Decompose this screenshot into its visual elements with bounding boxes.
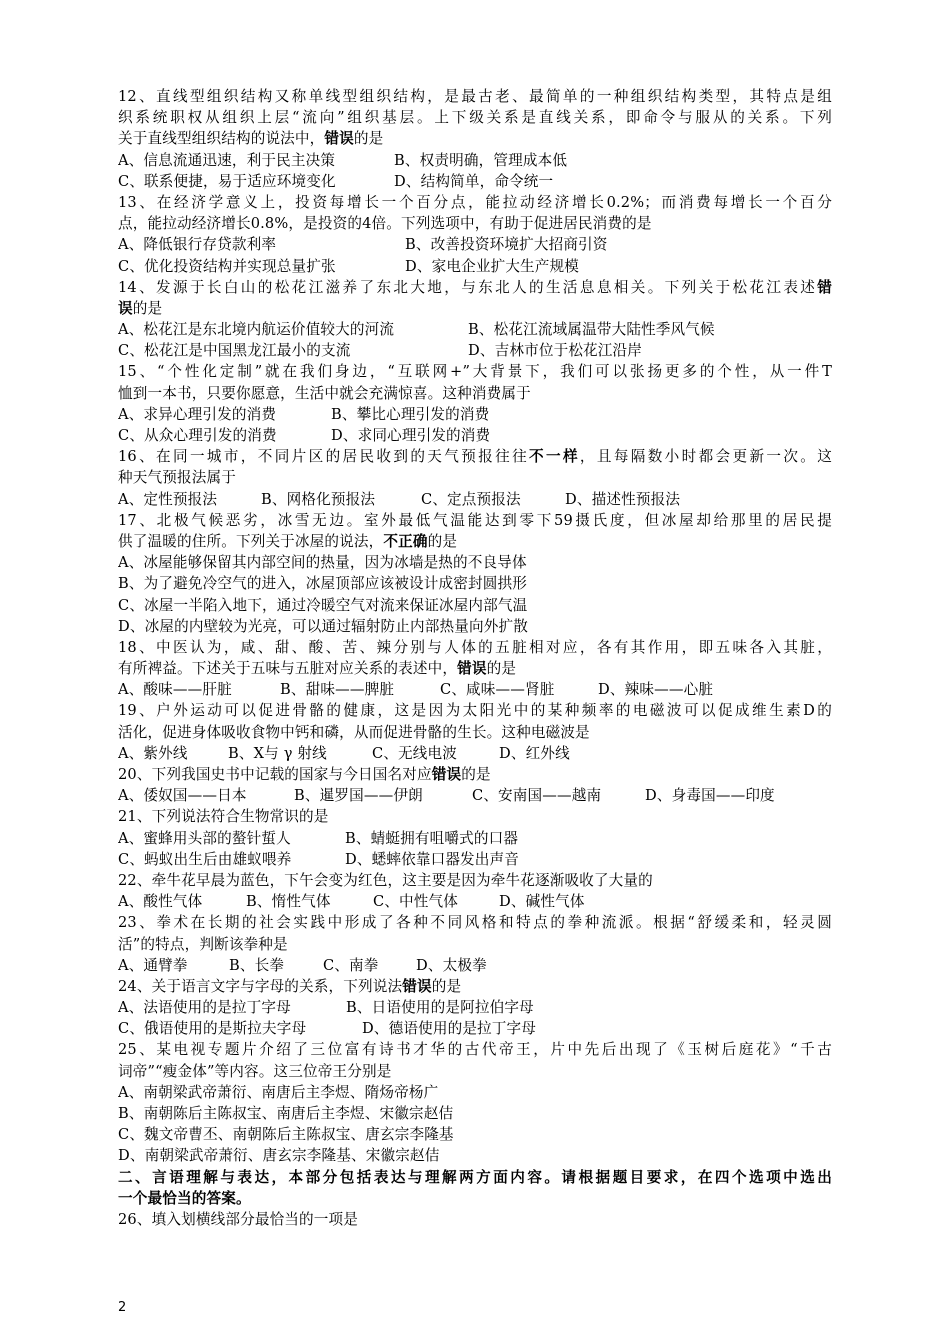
q24-stem-text: 24、关于语言文字与字母的关系，下列说法 <box>118 977 403 995</box>
q15-option-c: C、从众心理引发的消费 <box>118 427 277 444</box>
q18-stem-line-2 <box>118 658 832 679</box>
q19-option-b: B、X与 γ 射线 <box>228 744 327 762</box>
q21-option-d: D、蟋蟀依靠口器发出声音 <box>345 850 520 868</box>
q18-option-a: A、酸味——肝脏 <box>118 681 232 699</box>
q16-stem-text: 16、在同一城市，不同片区的居民收到的天气预报往往 <box>118 448 530 466</box>
q19-option-a: A、紫外线 <box>118 744 188 762</box>
q24-stem-line-1 <box>118 976 832 997</box>
page-number: 2 <box>118 1300 127 1315</box>
q26-stem-line-1: 26、填入划横线部分最恰当的一项是 <box>118 1210 359 1228</box>
q15-stem-line-2: 恤到一本书，只要你愿意，生活中就会充满惊喜。这种消费属于 <box>118 384 531 402</box>
q17-stem-line-1: 17、北极气候恶劣，冰雪无边。室外最低气温能达到零下59摄氏度，但冰屋却给那里的居民提 <box>118 511 832 529</box>
q25-option-c: C、魏文帝曹丕、南朝陈后主陈叔宝、唐玄宗李隆基 <box>118 1126 454 1144</box>
q20-emphasis: 错误 <box>431 766 462 783</box>
q23-stem-line-1: 23、拳术在长期的社会实践中形成了各种不同风格和特点的拳种流派。根据“舒缓柔和，轻灵圆 <box>118 914 832 932</box>
q16-emphasis: 不一样 <box>529 448 580 466</box>
q18-option-d: D、辣味——心脏 <box>598 681 714 699</box>
q19-stem-line-2: 活化，促进身体吸收食物中钙和磷，从而促进骨骼的生长。这种电磁波是 <box>118 723 590 741</box>
q21-option-b: B、蜻蜓拥有咀嚼式的口器 <box>345 829 519 847</box>
q14-options-row-2 <box>118 340 832 361</box>
q22-option-a: A、酸性气体 <box>118 893 203 911</box>
q18-option-c: C、咸味——肾脏 <box>440 681 555 699</box>
q13-options-row-2 <box>118 256 832 277</box>
q21-option-a: A、蜜蜂用头部的螯针蜇人 <box>118 829 291 847</box>
q17-option-d: D、冰屋的内壁较为光亮，可以通过辐射防止内部热量向外扩散 <box>118 617 528 635</box>
q21-options-row-2 <box>118 849 832 870</box>
q13-stem-line-2: 点，能拉动经济增长0.8%，是投资的4倍。下列选项中，有助于促进居民消费的是 <box>118 215 652 233</box>
q14-option-d: D、吉林市位于松花江沿岸 <box>468 342 643 360</box>
q14-options-row-1 <box>118 319 832 340</box>
q23-stem-line-2: 活”的特点，判断该拳种是 <box>118 935 288 953</box>
q20-stem-end: 的是 <box>461 766 491 783</box>
q12-stem-end: 的是 <box>353 130 384 148</box>
q17-option-c: C、冰屋一半陷入地下，通过冷暖空气对流来保证冰屋内部气温 <box>118 596 528 614</box>
q16-stem-line-1 <box>118 446 832 467</box>
q23-option-b: B、长拳 <box>229 956 285 974</box>
q13-stem-line-1: 13、在经济学意义上，投资每增长一个百分点，能拉动经济增长0.2%；而消费每增长一个百分 <box>118 193 832 211</box>
q13-option-a: A、降低银行存贷款利率 <box>118 236 277 254</box>
q14-stem-text: 14、发源于长白山的松花江滋养了东北大地，与东北人的生活息息相关。下列关于松花江表述 <box>118 278 818 296</box>
q12-stem-text: 关于直线型组织结构的说法中， <box>118 130 325 148</box>
q14-option-c: C、松花江是中国黑龙江最小的支流 <box>118 342 351 360</box>
q24-option-a: A、法语使用的是拉丁字母 <box>118 999 291 1017</box>
q18-option-b: B、甜味——脾脏 <box>280 681 395 699</box>
section-2-heading-line-1: 二、言语理解与表达，本部分包括表达与理解两方面内容。请根据题目要求，在四个选项中选出 <box>118 1168 832 1186</box>
q18-emphasis: 错误 <box>457 660 487 678</box>
q19-option-c: C、无线电波 <box>372 744 458 762</box>
q20-option-b: B、暹罗国——伊朗 <box>294 787 423 805</box>
q12-stem-line-2: 织系统职权从组织上层“流向”组织基层。上下级关系是直线关系，即命令与服从的关系。下列 <box>118 109 832 127</box>
q15-option-b: B、攀比心理引发的消费 <box>331 405 490 423</box>
q21-option-c: C、蚂蚁出生后由雄蚁喂养 <box>118 850 292 868</box>
q15-stem-line-1: 15、“个性化定制”就在我们身边，“互联网+”大背景下，我们可以张扬更多的个性，从一件T <box>118 363 832 381</box>
q18-stem-line-1: 18、中医认为，咸、甜、酸、苦、辣分别与人体的五脏相对应，各有其作用，即五味各入其脏， <box>118 638 832 656</box>
q14-stem-line-2 <box>118 298 832 319</box>
q14-option-a: A、松花江是东北境内航运价值较大的河流 <box>118 321 395 339</box>
q21-options-row-1 <box>118 828 832 849</box>
q15-options-row-2 <box>118 425 832 446</box>
q15-option-a: A、求异心理引发的消费 <box>118 405 277 423</box>
q22-option-b: B、惰性气体 <box>246 893 331 911</box>
q12-option-a: A、信息流通迅速，利于民主决策 <box>118 151 336 169</box>
q12-options-row-2 <box>118 171 832 192</box>
q15-options-row-1 <box>118 404 832 425</box>
q20-option-c: C、安南国——越南 <box>472 787 602 805</box>
section-2-heading-line-2: 一个最恰当的答案。 <box>118 1189 251 1207</box>
q14-stem-end: 的是 <box>132 299 163 317</box>
q18-stem-text: 有所裨益。下述关于五味与五脏对应关系的表述中， <box>118 660 458 678</box>
q17-option-a: A、冰屋能够保留其内部空间的热量，因为冰墙是热的不良导体 <box>118 554 527 572</box>
q22-options-row <box>118 891 832 912</box>
q22-stem-line-1: 22、牵牛花早晨为蓝色，下午会变为红色，这主要是因为牵牛花逐渐吸收了大量的 <box>118 871 653 889</box>
q16-option-a: A、定性预报法 <box>118 490 218 508</box>
q24-option-c: C、俄语使用的是斯拉夫字母 <box>118 1020 307 1038</box>
q17-stem-text: 供了温暖的住所。下列关于冰屋的说法， <box>118 532 384 550</box>
q20-option-d: D、身毒国——印度 <box>645 787 775 805</box>
q24-options-row-2 <box>118 1018 832 1039</box>
q18-stem-end: 的是 <box>486 660 517 678</box>
q19-stem-line-1: 19、户外运动可以促进骨骼的健康，这是因为太阳光中的某种频率的电磁波可以促成维生素D的 <box>118 702 832 720</box>
q17-option-b: B、为了避免冷空气的进入，冰屋顶部应该被设计成密封圆拱形 <box>118 575 527 593</box>
q16-stem-line-2: 种天气预报法属于 <box>118 469 236 487</box>
q13-option-c: C、优化投资结构并实现总量扩张 <box>118 257 336 275</box>
q25-stem-line-1: 25、某电视专题片介绍了三位富有诗书才华的古代帝王，片中先后出现了《玉树后庭花》“千古 <box>118 1041 832 1059</box>
q22-option-c: C、中性气体 <box>373 893 459 911</box>
q20-options-row <box>118 785 832 806</box>
q25-option-d: D、南朝梁武帝萧衍、唐玄宗李隆基、宋徽宗赵佶 <box>118 1147 440 1165</box>
q12-option-d: D、结构简单，命令统一 <box>394 172 554 190</box>
q12-option-c: C、联系便捷，易于适应环境变化 <box>118 172 336 190</box>
q12-option-b: B、权责明确，管理成本低 <box>394 151 568 169</box>
q14-stem-line-1 <box>118 277 832 298</box>
q22-option-d: D、碱性气体 <box>499 893 585 911</box>
q14-emphasis-1: 错 <box>817 278 832 296</box>
q12-stem-line-1: 12、直线型组织结构又称单线型组织结构，是最古老、最简单的一种组织结构类型，其特点是组 <box>118 88 832 105</box>
q17-stem-line-2 <box>118 531 832 552</box>
q13-options-row-1 <box>118 234 832 255</box>
q12-emphasis: 错误 <box>324 130 354 148</box>
q20-stem-line-1 <box>118 764 832 785</box>
q24-option-d: D、德语使用的是拉丁字母 <box>362 1020 537 1038</box>
q17-emphasis: 不正确 <box>383 532 428 550</box>
q23-option-d: D、太极拳 <box>416 956 487 974</box>
q24-emphasis: 错误 <box>402 977 432 995</box>
q12-stem-line-3 <box>118 128 832 149</box>
q14-option-b: B、松花江流域属温带大陆性季风气候 <box>468 321 715 339</box>
q24-options-row-1 <box>118 997 832 1018</box>
q15-option-d: D、求同心理引发的消费 <box>331 427 491 444</box>
q13-option-d: D、家电企业扩大生产规模 <box>405 257 580 275</box>
q18-options-row <box>118 679 832 700</box>
q19-option-d: D、红外线 <box>499 744 570 762</box>
q20-stem-text: 20、下列我国史书中记载的国家与今日国名对应 <box>118 766 432 783</box>
q17-stem-end: 的是 <box>427 532 458 550</box>
q24-stem-end: 的是 <box>431 977 462 995</box>
q23-option-a: A、通臂拳 <box>118 956 188 974</box>
q16-options-row <box>118 489 832 510</box>
q23-option-c: C、南拳 <box>323 956 379 974</box>
q13-option-b: B、改善投资环境扩大招商引资 <box>405 236 608 254</box>
q23-options-row <box>118 955 832 976</box>
q25-option-a: A、南朝梁武帝萧衍、南唐后主李煜、隋炀帝杨广 <box>118 1083 439 1101</box>
q24-option-b: B、日语使用的是阿拉伯字母 <box>346 999 534 1017</box>
q25-stem-line-2: 词帝”“瘦金体”等内容。这三位帝王分别是 <box>118 1062 392 1080</box>
q16-option-d: D、描述性预报法 <box>565 490 681 508</box>
q14-emphasis-2: 误 <box>118 299 133 317</box>
q16-option-c: C、定点预报法 <box>421 490 521 508</box>
q16-stem-continue: ，且每隔数小时都会更新一次。这 <box>579 448 832 466</box>
q25-option-b: B、南朝陈后主陈叔宝、南唐后主李煜、宋徽宗赵佶 <box>118 1105 454 1122</box>
q16-option-b: B、网格化预报法 <box>261 490 376 508</box>
q19-options-row <box>118 743 832 764</box>
q12-options-row-1 <box>118 150 832 171</box>
q21-stem-line-1: 21、下列说法符合生物常识的是 <box>118 808 329 826</box>
q20-option-a: A、倭奴国——日本 <box>118 787 247 805</box>
